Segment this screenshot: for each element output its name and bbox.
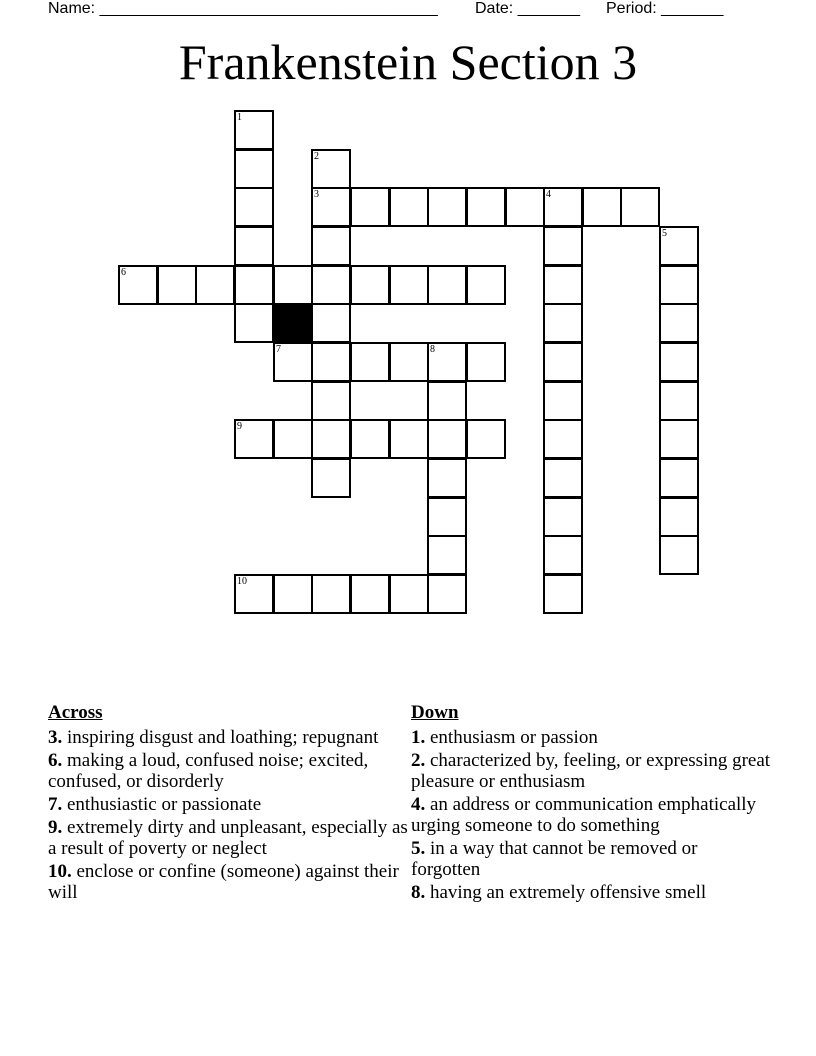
- across-clue: [48, 817, 408, 859]
- crossword-cell[interactable]: [466, 265, 506, 305]
- crossword-cell[interactable]: [350, 265, 390, 305]
- crossword-cell[interactable]: [350, 419, 390, 459]
- crossword-cell[interactable]: [427, 535, 467, 575]
- across-heading: Across: [48, 702, 103, 723]
- down-heading: Down: [411, 702, 459, 723]
- clue-text: enthusiastic or passionate: [67, 794, 262, 815]
- clue-number-label: 1: [237, 112, 242, 123]
- crossword-cell[interactable]: [118, 265, 158, 305]
- clue-number-label: 8: [430, 344, 435, 355]
- crossword-cell[interactable]: [543, 381, 583, 421]
- crossword-cell[interactable]: [659, 381, 699, 421]
- crossword-cell[interactable]: [659, 535, 699, 575]
- clue-number: 3.: [48, 727, 63, 748]
- clue-text: inspiring disgust and loathing; repugnant: [67, 727, 379, 748]
- crossword-cell[interactable]: [427, 342, 467, 382]
- clue-number-label: 2: [314, 151, 319, 162]
- clue-number-label: 3: [314, 189, 319, 200]
- clue-number: 10.: [48, 861, 72, 882]
- crossword-cell[interactable]: [389, 419, 429, 459]
- clue-number: 5.: [411, 838, 426, 859]
- clue-text: making a loud, confused noise; excited, confused, or disorderly: [48, 750, 369, 792]
- crossword-cell[interactable]: [350, 342, 390, 382]
- crossword-cell[interactable]: [234, 419, 274, 459]
- clue-number: 9.: [48, 817, 63, 838]
- crossword-cell[interactable]: [234, 187, 274, 227]
- across-clue: [48, 727, 408, 748]
- puzzle-title: Frankenstein Section 3: [178, 34, 638, 90]
- crossword-cell[interactable]: [234, 574, 274, 614]
- crossword-cell[interactable]: [659, 265, 699, 305]
- crossword-cell[interactable]: [543, 226, 583, 266]
- crossword-cell[interactable]: [311, 187, 351, 227]
- down-clue: [411, 838, 771, 880]
- crossword-cell[interactable]: [273, 265, 313, 305]
- crossword-cell[interactable]: [659, 226, 699, 266]
- crossword-cell[interactable]: [311, 458, 351, 498]
- down-clue: [411, 750, 771, 792]
- name-field-label: Name: ______________________________________: [48, 0, 438, 17]
- crossword-cell[interactable]: [311, 381, 351, 421]
- crossword-cell[interactable]: [389, 574, 429, 614]
- crossword-cell[interactable]: [466, 342, 506, 382]
- crossword-cell[interactable]: [543, 303, 583, 343]
- crossword-cell[interactable]: [311, 149, 351, 189]
- clue-number: 6.: [48, 750, 63, 771]
- clue-text: having an extremely offensive smell: [430, 882, 707, 903]
- clue-number-label: 6: [121, 267, 126, 278]
- crossword-cell[interactable]: [659, 458, 699, 498]
- crossword-cell[interactable]: [466, 419, 506, 459]
- down-clue: [411, 794, 771, 836]
- crossword-cell[interactable]: [427, 419, 467, 459]
- crossword-cell[interactable]: [273, 342, 313, 382]
- clue-number: 4.: [411, 794, 426, 815]
- crossword-cell[interactable]: [389, 187, 429, 227]
- across-clues: [48, 702, 408, 905]
- crossword-cell[interactable]: [311, 226, 351, 266]
- crossword-cell[interactable]: [234, 303, 274, 343]
- clue-number-label: 5: [662, 228, 667, 239]
- clue-text: in a way that cannot be removed or forgotten: [411, 838, 698, 880]
- crossword-cell[interactable]: [195, 265, 235, 305]
- crossword-cell[interactable]: [311, 265, 351, 305]
- crossword-cell[interactable]: [234, 226, 274, 266]
- crossword-cell[interactable]: [543, 458, 583, 498]
- crossword-cell[interactable]: [543, 419, 583, 459]
- crossword-cell[interactable]: [505, 187, 545, 227]
- crossword-cell[interactable]: [234, 149, 274, 189]
- clue-number: 1.: [411, 727, 426, 748]
- crossword-cell[interactable]: [273, 574, 313, 614]
- clue-text: enthusiasm or passion: [430, 727, 598, 748]
- crossword-cell[interactable]: [659, 303, 699, 343]
- crossword-black-cell: [273, 303, 313, 343]
- down-clues: [411, 702, 771, 905]
- crossword-cell[interactable]: [659, 342, 699, 382]
- crossword-cell[interactable]: [273, 419, 313, 459]
- clue-number-label: 9: [237, 421, 242, 432]
- clue-number-label: 4: [546, 189, 551, 200]
- crossword-cell[interactable]: [234, 265, 274, 305]
- clue-number-label: 7: [276, 344, 281, 355]
- crossword-cell[interactable]: [427, 187, 467, 227]
- clue-number-label: 10: [237, 576, 247, 587]
- across-clue: [48, 750, 408, 792]
- clue-text: enclose or confine (someone) against their will: [48, 861, 399, 903]
- crossword-cell[interactable]: [311, 419, 351, 459]
- crossword-cell[interactable]: [427, 381, 467, 421]
- down-clue: [411, 727, 771, 748]
- across-clue: [48, 794, 408, 815]
- crossword-cell[interactable]: [659, 497, 699, 537]
- crossword-cell[interactable]: [311, 303, 351, 343]
- crossword-cell[interactable]: [620, 187, 660, 227]
- crossword-cell[interactable]: [427, 458, 467, 498]
- clue-number: 7.: [48, 794, 63, 815]
- crossword-cell[interactable]: [543, 342, 583, 382]
- crossword-cell[interactable]: [543, 187, 583, 227]
- crossword-cell[interactable]: [350, 187, 390, 227]
- crossword-cell[interactable]: [543, 535, 583, 575]
- clue-text: characterized by, feeling, or expressing great pleasure or enthusiasm: [411, 750, 771, 792]
- clue-number: 8.: [411, 882, 426, 903]
- crossword-cell[interactable]: [543, 497, 583, 537]
- down-clue: [411, 882, 771, 903]
- crossword-cell[interactable]: [157, 265, 197, 305]
- date-field-label: Date: _______: [475, 0, 580, 17]
- crossword-cell[interactable]: [350, 574, 390, 614]
- clue-text: extremely dirty and unpleasant, especially as a result of poverty or neglect: [48, 817, 408, 859]
- crossword-cell[interactable]: [234, 110, 274, 150]
- period-field-label: Period: _______: [606, 0, 724, 17]
- crossword-cell[interactable]: [427, 497, 467, 537]
- crossword-cell[interactable]: [659, 419, 699, 459]
- crossword-cell[interactable]: [389, 265, 429, 305]
- crossword-cell[interactable]: [543, 265, 583, 305]
- crossword-cell[interactable]: [311, 342, 351, 382]
- crossword-cell[interactable]: [311, 574, 351, 614]
- crossword-cell[interactable]: [543, 574, 583, 614]
- crossword-cell[interactable]: [466, 187, 506, 227]
- clue-number: 2.: [411, 750, 426, 771]
- crossword-cell[interactable]: [427, 265, 467, 305]
- clue-text: an address or communication emphatically urging someone to do something: [411, 794, 757, 836]
- crossword-cell[interactable]: [582, 187, 622, 227]
- across-clue: [48, 861, 408, 903]
- crossword-cell[interactable]: [389, 342, 429, 382]
- crossword-cell[interactable]: [427, 574, 467, 614]
